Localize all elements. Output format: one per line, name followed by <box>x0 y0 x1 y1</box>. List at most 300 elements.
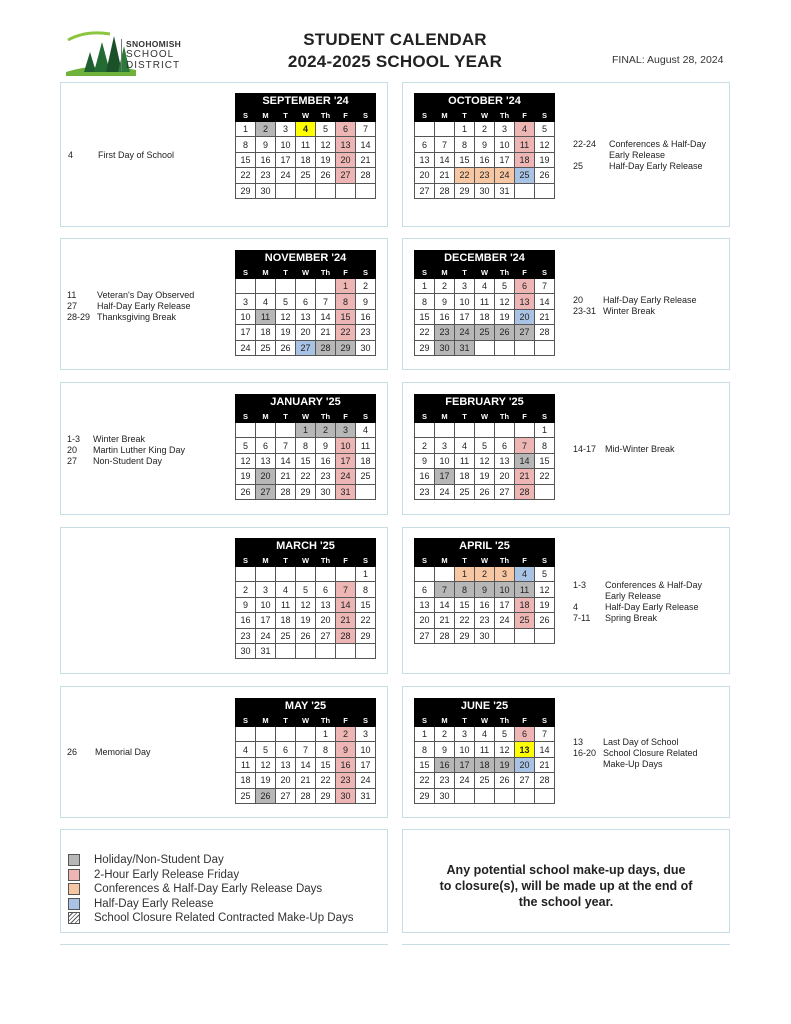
calendar-week <box>415 294 555 309</box>
calendar-day: 9 <box>475 137 495 152</box>
calendar-day: 3 <box>276 122 296 137</box>
notes-october <box>573 139 706 172</box>
legend-label: 2-Hour Early Release Friday <box>94 868 240 881</box>
calendar-week <box>236 168 376 183</box>
calendar-day: 3 <box>455 727 475 742</box>
legend-swatch <box>68 898 80 910</box>
calendar-day: 30 <box>236 643 256 658</box>
weekday-header: S <box>236 110 256 122</box>
calendar-day: 29 <box>236 183 256 198</box>
note-row <box>573 748 698 759</box>
weekday-header: S <box>415 267 435 279</box>
weekday-header: Th <box>316 411 336 423</box>
note-row <box>67 456 185 467</box>
month-title: MAY '25 <box>236 699 376 715</box>
note-date: 1-3 <box>67 434 81 444</box>
calendar-day <box>336 567 356 582</box>
calendar-day: 25 <box>475 773 495 788</box>
calendar-day: 19 <box>256 773 276 788</box>
calendar-day: 20 <box>495 469 515 484</box>
calendar-day: 15 <box>316 757 336 772</box>
calendar-day: 16 <box>336 757 356 772</box>
calendar-day: 31 <box>495 183 515 198</box>
calendar-week <box>415 773 555 788</box>
calendar-october <box>414 93 555 199</box>
calendar-day: 24 <box>495 613 515 628</box>
calendar-day: 27 <box>495 484 515 499</box>
calendar-day: 31 <box>336 484 356 499</box>
calendar-day: 16 <box>435 309 455 324</box>
calendar-day: 10 <box>495 582 515 597</box>
calendar-day: 14 <box>515 453 535 468</box>
calendar-week <box>415 122 555 137</box>
calendar-day: 28 <box>296 788 316 803</box>
calendar-may <box>235 698 376 804</box>
calendar-day <box>356 484 376 499</box>
calendar-day: 19 <box>535 597 555 612</box>
calendar-day: 3 <box>256 582 276 597</box>
weekday-header: T <box>276 555 296 567</box>
calendar-day <box>475 788 495 803</box>
weekday-header: M <box>256 110 276 122</box>
note-date: 26 <box>67 747 78 757</box>
calendar-day: 21 <box>435 168 455 183</box>
calendar-day: 22 <box>316 773 336 788</box>
calendar-day: 15 <box>415 757 435 772</box>
calendar-day <box>515 628 535 643</box>
calendar-week <box>415 340 555 355</box>
calendar-day <box>535 788 555 803</box>
calendar-day: 11 <box>276 597 296 612</box>
calendar-day: 31 <box>356 788 376 803</box>
weekday-header: F <box>515 411 535 423</box>
calendar-day: 19 <box>495 309 515 324</box>
calendar-week <box>236 773 376 788</box>
calendar-day: 19 <box>276 325 296 340</box>
calendar-week <box>415 628 555 643</box>
calendar-day: 16 <box>475 597 495 612</box>
calendar-day: 11 <box>515 137 535 152</box>
calendar-day <box>495 788 515 803</box>
calendar-day: 9 <box>356 294 376 309</box>
calendar-day: 21 <box>356 152 376 167</box>
calendar-week <box>236 469 376 484</box>
calendar-day: 26 <box>276 340 296 355</box>
calendar-day: 28 <box>276 484 296 499</box>
calendar-day: 29 <box>336 340 356 355</box>
calendar-day: 16 <box>475 152 495 167</box>
legend-label: Conferences & Half-Day Early Release Days <box>94 883 323 896</box>
weekday-header: F <box>515 267 535 279</box>
calendar-day <box>316 183 336 198</box>
calendar-day: 7 <box>435 137 455 152</box>
calendar-june <box>414 698 555 804</box>
calendar-day: 11 <box>236 757 256 772</box>
calendar-day: 14 <box>336 597 356 612</box>
legend-item-half-day <box>68 897 386 912</box>
calendar-day: 13 <box>296 309 316 324</box>
calendar-week <box>415 152 555 167</box>
calendar-day: 14 <box>535 294 555 309</box>
calendar-day: 29 <box>415 788 435 803</box>
calendar-day: 20 <box>276 773 296 788</box>
calendar-day: 8 <box>356 582 376 597</box>
calendar-day <box>455 788 475 803</box>
calendar-day: 23 <box>236 628 256 643</box>
logo-text-line1: SNOHOMISH <box>126 39 182 49</box>
calendar-day: 8 <box>455 582 475 597</box>
calendar-day: 7 <box>515 438 535 453</box>
calendar-week <box>236 279 376 294</box>
calendar-day: 20 <box>256 469 276 484</box>
legend-swatch <box>68 883 80 895</box>
calendar-day <box>495 423 515 438</box>
calendar-day: 4 <box>515 122 535 137</box>
calendar-day: 7 <box>296 742 316 757</box>
calendar-day: 26 <box>316 168 336 183</box>
calendar-week <box>236 438 376 453</box>
calendar-week <box>236 567 376 582</box>
calendar-day: 8 <box>316 742 336 757</box>
calendar-day: 29 <box>316 788 336 803</box>
calendar-week <box>236 628 376 643</box>
calendar-day <box>356 643 376 658</box>
note-row <box>573 737 698 748</box>
calendar-week <box>415 325 555 340</box>
calendar-day: 17 <box>455 309 475 324</box>
calendar-day <box>515 340 535 355</box>
weekday-header: S <box>356 715 376 727</box>
calendar-day <box>495 340 515 355</box>
calendar-day: 27 <box>336 168 356 183</box>
calendar-day: 23 <box>356 325 376 340</box>
calendar-day: 14 <box>435 152 455 167</box>
calendar-day <box>535 628 555 643</box>
calendar-day: 12 <box>495 294 515 309</box>
calendar-day <box>276 727 296 742</box>
weekday-header: Th <box>316 715 336 727</box>
calendar-week <box>415 183 555 198</box>
notes-september <box>68 150 174 161</box>
calendar-day: 10 <box>356 742 376 757</box>
calendar-day: 6 <box>495 438 515 453</box>
calendar-day: 6 <box>316 582 336 597</box>
calendar-day: 3 <box>495 122 515 137</box>
note-text: Make-Up Days <box>603 759 663 769</box>
calendar-day <box>296 643 316 658</box>
calendar-day: 24 <box>256 628 276 643</box>
calendar-day: 24 <box>236 340 256 355</box>
calendar-day: 12 <box>535 137 555 152</box>
legend-item-conferences <box>68 882 386 897</box>
calendar-day: 14 <box>316 309 336 324</box>
notes-june <box>573 737 698 770</box>
calendar-day: 11 <box>475 742 495 757</box>
weekday-header: W <box>475 715 495 727</box>
calendar-day: 26 <box>475 484 495 499</box>
calendar-day: 12 <box>296 597 316 612</box>
calendar-week <box>415 742 555 757</box>
weekday-header: M <box>256 267 276 279</box>
logo-text-line2: SCHOOL <box>126 49 175 60</box>
legend-item-holiday <box>68 853 386 868</box>
calendar-week <box>236 742 376 757</box>
calendar-day: 24 <box>356 773 376 788</box>
calendar-day <box>256 567 276 582</box>
calendar-day: 13 <box>515 294 535 309</box>
calendar-day: 1 <box>415 279 435 294</box>
calendar-day: 9 <box>415 453 435 468</box>
calendar-day: 10 <box>236 309 256 324</box>
calendar-week <box>415 423 555 438</box>
calendar-day <box>316 643 336 658</box>
calendar-day: 7 <box>316 294 336 309</box>
calendar-day <box>316 279 336 294</box>
calendar-day <box>336 643 356 658</box>
calendar-day: 25 <box>356 469 376 484</box>
calendar-day: 30 <box>256 183 276 198</box>
calendar-day <box>296 183 316 198</box>
weekday-header: W <box>296 110 316 122</box>
calendar-day: 28 <box>316 340 336 355</box>
note-row <box>573 759 698 770</box>
calendar-day <box>236 727 256 742</box>
weekday-header: T <box>276 411 296 423</box>
notes-january <box>67 434 185 467</box>
calendar-day <box>256 727 276 742</box>
calendar-day: 18 <box>455 469 475 484</box>
calendar-day: 28 <box>435 628 455 643</box>
calendar-day: 30 <box>336 788 356 803</box>
calendar-day: 9 <box>256 137 276 152</box>
calendar-day <box>475 423 495 438</box>
calendar-day: 21 <box>515 469 535 484</box>
calendar-week <box>415 469 555 484</box>
weekday-header: M <box>435 267 455 279</box>
calendar-day: 21 <box>535 757 555 772</box>
legend-label: School Closure Related Contracted Make-Up Days <box>94 912 354 925</box>
weekday-header: S <box>356 110 376 122</box>
calendar-day: 4 <box>455 438 475 453</box>
month-title: DECEMBER '24 <box>415 251 555 267</box>
calendar-day <box>276 183 296 198</box>
calendar-day <box>316 567 336 582</box>
calendar-day <box>515 788 535 803</box>
logo-text-line3: DISTRICT <box>126 60 181 71</box>
bottom-divider-right <box>402 944 730 945</box>
page-title: STUDENT CALENDAR <box>303 30 487 49</box>
note-date: 27 <box>67 456 78 466</box>
calendar-day: 1 <box>415 727 435 742</box>
calendar-day: 18 <box>515 597 535 612</box>
calendar-week <box>236 453 376 468</box>
calendar-day: 3 <box>455 279 475 294</box>
calendar-day: 10 <box>336 438 356 453</box>
calendar-day: 20 <box>515 309 535 324</box>
calendar-week <box>415 597 555 612</box>
weekday-header: S <box>236 715 256 727</box>
calendar-day: 2 <box>316 423 336 438</box>
calendar-day: 12 <box>276 309 296 324</box>
calendar-day: 26 <box>495 325 515 340</box>
makeup-line-3: the school year. <box>518 895 614 909</box>
note-row <box>573 139 706 150</box>
calendar-day: 23 <box>435 773 455 788</box>
calendar-day: 2 <box>435 279 455 294</box>
calendar-day <box>515 423 535 438</box>
calendar-day: 9 <box>475 582 495 597</box>
calendar-day: 9 <box>316 438 336 453</box>
weekday-header: W <box>296 411 316 423</box>
calendar-week <box>236 340 376 355</box>
calendar-day <box>415 122 435 137</box>
calendar-day: 2 <box>475 567 495 582</box>
note-row <box>573 295 697 306</box>
calendar-day: 6 <box>515 279 535 294</box>
weekday-header: T <box>276 267 296 279</box>
legend-item-early-release <box>68 868 386 883</box>
note-row <box>573 580 702 591</box>
calendar-day: 20 <box>515 757 535 772</box>
note-text: Mid-Winter Break <box>605 444 675 454</box>
notes-april <box>573 580 702 624</box>
weekday-header: T <box>276 715 296 727</box>
calendar-day: 14 <box>296 757 316 772</box>
calendar-day: 30 <box>475 183 495 198</box>
calendar-day: 25 <box>515 168 535 183</box>
calendar-day: 27 <box>515 325 535 340</box>
calendar-day: 17 <box>256 613 276 628</box>
final-date: FINAL: August 28, 2024 <box>612 54 724 66</box>
calendar-day: 15 <box>296 453 316 468</box>
note-row <box>67 434 185 445</box>
weekday-header: F <box>336 715 356 727</box>
weekday-header: T <box>455 555 475 567</box>
weekday-header: Th <box>316 267 336 279</box>
calendar-week <box>415 484 555 499</box>
calendar-day: 15 <box>356 597 376 612</box>
month-title: NOVEMBER '24 <box>236 251 376 267</box>
calendar-day: 9 <box>236 597 256 612</box>
note-text: Half-Day Early Release <box>97 301 191 311</box>
calendar-day: 17 <box>495 597 515 612</box>
calendar-day: 19 <box>316 152 336 167</box>
calendar-day: 4 <box>475 279 495 294</box>
calendar-day: 18 <box>296 152 316 167</box>
weekday-header: S <box>356 411 376 423</box>
calendar-day: 26 <box>535 613 555 628</box>
calendar-day: 18 <box>236 773 256 788</box>
calendar-day: 27 <box>276 788 296 803</box>
calendar-day: 2 <box>475 122 495 137</box>
calendar-week <box>236 152 376 167</box>
calendar-day: 30 <box>435 340 455 355</box>
calendar-day: 23 <box>256 168 276 183</box>
weekday-header: M <box>435 411 455 423</box>
calendar-day: 25 <box>296 168 316 183</box>
calendar-day: 2 <box>336 727 356 742</box>
calendar-day: 6 <box>276 742 296 757</box>
calendar-day: 20 <box>296 325 316 340</box>
month-title: MARCH '25 <box>236 539 376 555</box>
calendar-day: 10 <box>455 742 475 757</box>
calendar-day: 16 <box>356 309 376 324</box>
calendar-week <box>236 597 376 612</box>
note-row <box>573 444 675 455</box>
calendar-day: 20 <box>415 168 435 183</box>
calendar-week <box>236 294 376 309</box>
calendar-day: 3 <box>435 438 455 453</box>
calendar-day: 30 <box>435 788 455 803</box>
note-text: Memorial Day <box>95 747 151 757</box>
calendar-day: 27 <box>415 183 435 198</box>
calendar-day: 18 <box>475 757 495 772</box>
calendar-day: 13 <box>495 453 515 468</box>
calendar-week <box>415 567 555 582</box>
calendar-day: 2 <box>415 438 435 453</box>
weekday-header: F <box>336 555 356 567</box>
calendar-week <box>236 137 376 152</box>
calendar-day: 11 <box>356 438 376 453</box>
calendar-day: 19 <box>475 469 495 484</box>
calendar-day: 14 <box>276 453 296 468</box>
calendar-day <box>435 567 455 582</box>
calendar-day <box>435 423 455 438</box>
calendar-day: 14 <box>356 137 376 152</box>
notes-may <box>67 747 151 758</box>
calendar-week <box>236 325 376 340</box>
calendar-day: 15 <box>535 453 555 468</box>
weekday-header: S <box>236 267 256 279</box>
note-row <box>573 591 702 602</box>
calendar-day <box>455 423 475 438</box>
calendar-day <box>515 183 535 198</box>
note-date: 25 <box>573 161 584 171</box>
calendar-march <box>235 538 376 659</box>
calendar-day: 17 <box>356 757 376 772</box>
calendar-day: 7 <box>336 582 356 597</box>
calendar-day: 6 <box>415 137 435 152</box>
calendar-day: 22 <box>336 325 356 340</box>
calendar-week <box>236 309 376 324</box>
note-date: 27 <box>67 301 78 311</box>
calendar-day: 13 <box>415 152 435 167</box>
calendar-week <box>236 727 376 742</box>
calendar-day: 27 <box>296 340 316 355</box>
calendar-day: 8 <box>455 137 475 152</box>
month-title: OCTOBER '24 <box>415 94 555 110</box>
weekday-header: S <box>535 411 555 423</box>
calendar-day <box>535 340 555 355</box>
calendar-week <box>236 582 376 597</box>
weekday-header: Th <box>316 110 336 122</box>
calendar-week <box>415 453 555 468</box>
note-text: Half-Day Early Release <box>603 295 697 305</box>
district-logo <box>66 26 198 78</box>
calendar-day: 20 <box>316 613 336 628</box>
calendar-week <box>236 613 376 628</box>
calendar-day: 21 <box>296 773 316 788</box>
note-row <box>67 445 185 456</box>
calendar-day: 5 <box>276 294 296 309</box>
note-text: Veteran's Day Observed <box>97 290 195 300</box>
calendar-day: 1 <box>356 567 376 582</box>
calendar-day: 11 <box>296 137 316 152</box>
weekday-header: Th <box>495 715 515 727</box>
calendar-day: 23 <box>336 773 356 788</box>
calendar-day: 18 <box>515 152 535 167</box>
weekday-header: W <box>296 555 316 567</box>
